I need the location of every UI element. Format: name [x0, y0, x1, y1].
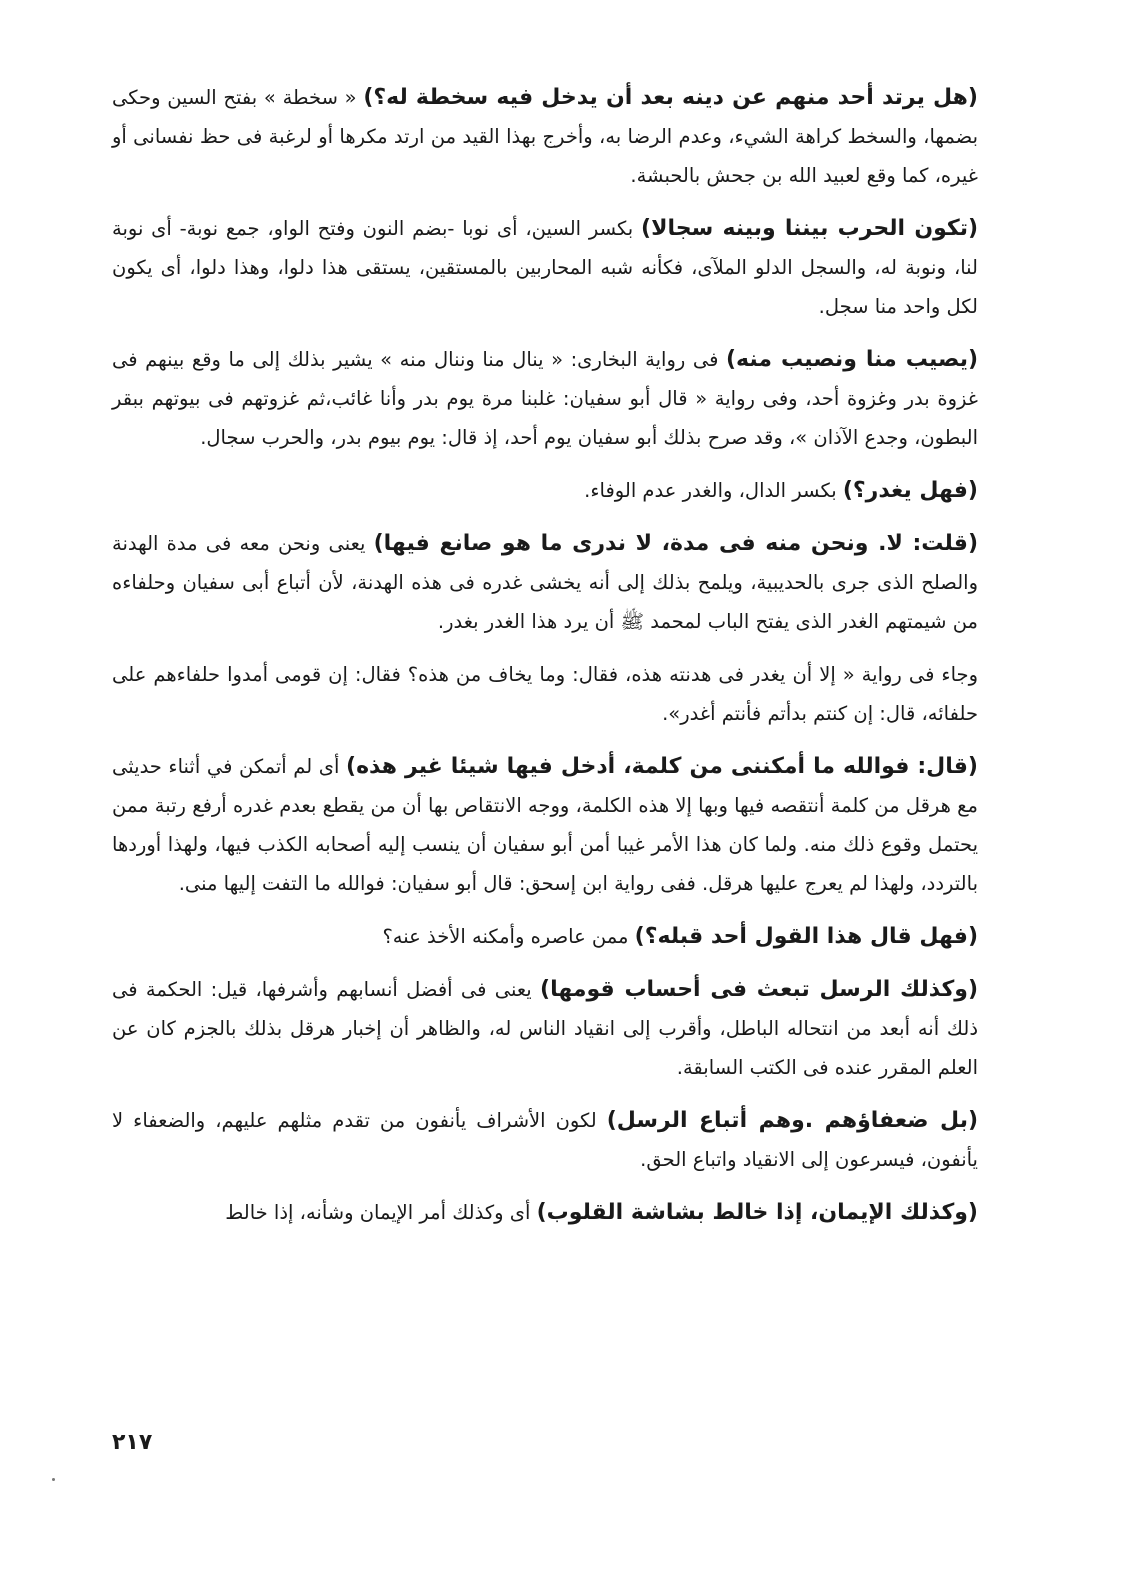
commentary-text: أى لم أتمكن في أثناء حديثى مع هرقل من كلمة أنتقصه فيها وبها إلا هذه الكلمة، ووجه الانتقاص بها أن من يقطع بعدم غدره أرفع رتبة ممن يحتمل وقوع ذلك منه. ولما كان هذا الأمر غيبا أمن أبو سفيان أن ينسب إليه أصحابه الكذب فيها، ولهذا أوردها بالتردد، ولهذا لم يعرج عليها هرقل. ففى رواية ابن إسحق: قال أبو سفيان: فوالله ما التفت إليها منى. — [112, 755, 978, 895]
quote-text: (قلت: لا. ونحن منه فى مدة، لا ندرى ما هو صانع فيها) — [373, 531, 978, 556]
quote-text: (يصيب منا ونصيب منه) — [725, 347, 979, 372]
commentary-text: بكسر الدال، والغدر عدم الوفاء. — [584, 479, 843, 502]
page-number: ٢١٧ — [112, 1430, 153, 1455]
paragraph-8 — [112, 917, 978, 956]
commentary-text: ممن عاصره وأمكنه الأخذ عنه؟ — [382, 925, 635, 948]
scan-speck — [52, 1478, 55, 1481]
quote-text: (تكون الحرب بيننا وبينه سجالا) — [641, 216, 979, 241]
commentary-text: بكسر السين، أى نوبا -بضم النون وفتح الواو، جمع نوبة- أى نوبة لنا، ونوبة له، والسجل الدلو الملآى، فكأنه شبه المحاربين بالمستقين، يستقى هذا دلوا، وهذا دلوا، أى يكون لكل واحد منا سجل. — [112, 217, 978, 318]
quote-text: (وكذلك الرسل تبعث فى أحساب قومها) — [540, 977, 978, 1002]
quote-text: (فهل قال هذا القول أحد قبله؟) — [634, 924, 978, 949]
paragraph-10 — [112, 1101, 978, 1179]
paragraph-5 — [112, 524, 978, 641]
paragraph-2 — [112, 209, 978, 326]
paragraph-6 — [112, 655, 978, 733]
commentary-text: أى وكذلك أمر الإيمان وشأنه، إذا خالط — [225, 1201, 537, 1224]
paragraph-9 — [112, 970, 978, 1087]
commentary-text: وجاء فى رواية « إلا أن يغدر فى هدنته هذه، فقال: وما يخاف من هذه؟ فقال: إن قومى أمدوا حلفاءهم على حلفائه، قال: إن كنتم بدأتم فأنتم أغدر». — [112, 663, 978, 725]
commentary-text: يعنى ونحن معه فى مدة الهدنة والصلح الذى جرى بالحديبية، ويلمح بذلك إلى أنه يخشى غدره فى هذه الهدنة، لأن أتباع أبى سفيان وحلفاءه من شيمتهم الغدر الذى يفتح الباب لمحمد ﷺ أن يرد هذا الغدر بغدر. — [112, 532, 978, 633]
commentary-text: يعنى فى أفضل أنسابهم وأشرفها، قيل: الحكمة فى ذلك أنه أبعد من انتحاله الباطل، وأقرب إلى انقياد الناس له، والظاهر أن إخبار هرقل بذلك بالجزم كان عن العلم المقرر عنده فى الكتب السابقة. — [112, 978, 978, 1079]
quote-text: (فهل يغدر؟) — [842, 478, 978, 503]
commentary-text: لكون الأشراف يأنفون من تقدم مثلهم عليهم، والضعفاء لا يأنفون، فيسرعون إلى الانقياد واتباع الحق. — [112, 1109, 978, 1171]
paragraph-7 — [112, 747, 978, 903]
paragraph-1 — [112, 78, 978, 195]
quote-text: (بل ضعفاؤهم .وهم أتباع الرسل) — [606, 1108, 979, 1133]
quote-text: (وكذلك الإيمان، إذا خالط بشاشة القلوب) — [536, 1200, 978, 1225]
quote-text: (قال: فوالله ما أمكننى من كلمة، أدخل فيها شيئا غير هذه) — [346, 754, 978, 779]
paragraph-4 — [112, 471, 978, 510]
commentary-text: « سخطة » بفتح السين وحكى بضمها، والسخط كراهة الشيء، وعدم الرضا به، وأخرج بهذا القيد من ارتد مكرها أو لرغبة فى حظ نفسانى أو غيره، كما وقع لعبيد الله بن جحش بالحبشة. — [112, 86, 978, 187]
commentary-text: فى رواية البخارى: « ينال منا وننال منه » يشير بذلك إلى ما وقع بينهم فى غزوة بدر وغزوة أحد، وفى رواية « قال أبو سفيان: غلبنا مرة يوم بدر وأنا غائب،ثم غزوتهم فى بيوتهم ببقر البطون، وجدع الآذان »، وقد صرح بذلك أبو سفيان يوم أحد، إذ قال: يوم بيوم بدر، والحرب سجال. — [112, 348, 978, 449]
paragraph-11 — [112, 1193, 978, 1232]
paragraph-3 — [112, 340, 978, 457]
page-body — [112, 78, 978, 1246]
quote-text: (هل يرتد أحد منهم عن دينه بعد أن يدخل فيه سخطة له؟) — [363, 85, 978, 110]
